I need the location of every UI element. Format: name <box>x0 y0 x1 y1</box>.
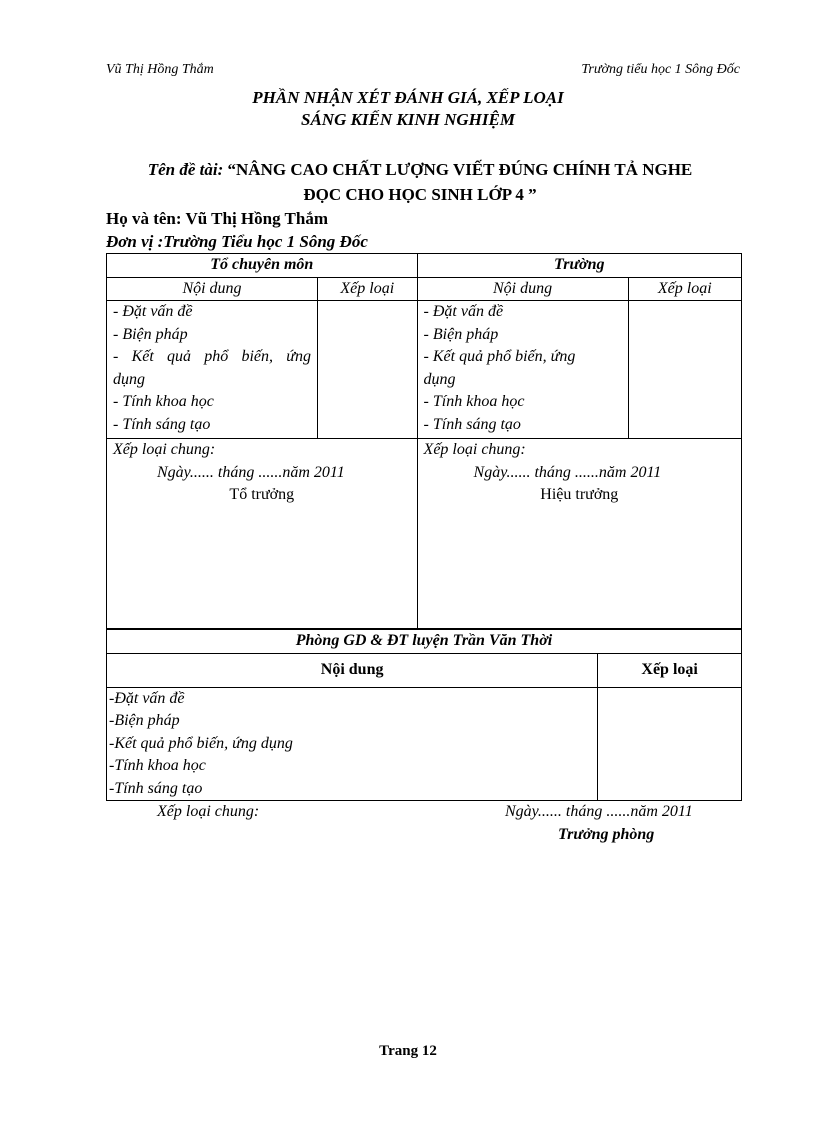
department-title: Phòng GD & ĐT luyện Trần Văn Thời <box>107 630 742 654</box>
item-left-3b: dụng <box>113 370 145 388</box>
item-left-2: - Biện pháp <box>113 325 188 343</box>
item-right-3b: dụng <box>423 370 456 388</box>
item-right-3a: - Kết quả phổ biến, ứng <box>423 348 576 365</box>
item-dept-4: -Tính khoa học <box>109 757 206 774</box>
item-dept-2: -Biện pháp <box>109 712 180 729</box>
unit-line: Đơn vị :Trường Tiểu học 1 Sông Đốc <box>106 232 368 251</box>
items-left <box>107 301 318 439</box>
rating-header-right: Xếp loại <box>628 277 741 301</box>
col-header-to-chuyen-mon: Tổ chuyên môn <box>107 254 418 278</box>
item-left-3a: - Kết quả phổ biến, ứng <box>113 348 311 365</box>
content-header-left: Nội dung <box>107 277 318 301</box>
item-left-1: - Đặt vấn đề <box>113 303 193 320</box>
header-author: Vũ Thị Hồng Thắm <box>106 62 214 77</box>
footer-date: Ngày...... tháng ......năm 2011 <box>505 803 693 820</box>
evaluation-table-department <box>106 629 742 801</box>
items-right <box>417 301 628 439</box>
page-number: Trang 12 <box>379 1043 437 1059</box>
item-right-2: - Biện pháp <box>423 325 499 343</box>
topic-line-1 <box>100 158 740 182</box>
item-left-4: - Tính khoa học <box>113 393 214 410</box>
item-dept-1: -Đặt vấn đề <box>109 689 185 707</box>
item-right-5: - Tính sáng tạo <box>423 415 521 433</box>
signer-left: Tổ trưởng <box>229 486 295 503</box>
title-line-2: SÁNG KIẾN KINH NGHIỆM <box>301 110 515 129</box>
rating-cell-right <box>628 301 741 439</box>
header-school: Trường tiểu học 1 Sông Đốc <box>581 62 740 77</box>
general-rating-left: Xếp loại chung: <box>113 441 216 458</box>
signer-right: Hiệu trưởng <box>540 486 619 503</box>
general-right <box>417 439 741 629</box>
content-header-dept: Nội dung <box>107 653 598 687</box>
date-left: Ngày...... tháng ......năm 2011 <box>157 463 345 481</box>
name-line: Họ và tên: Vũ Thị Hồng Thắm <box>106 209 329 228</box>
topic-label: Tên đề tài: <box>147 160 224 179</box>
rating-header-left: Xếp loại <box>318 277 418 301</box>
topic-text-1: “NÂNG CAO CHẤT LƯỢNG VIẾT ĐÚNG CHÍNH TẢ NGHE <box>223 160 693 179</box>
general-left <box>107 439 418 629</box>
title-line-1: PHẦN NHẬN XÉT ĐÁNH GIÁ, XẾP LOẠI <box>252 88 564 107</box>
rating-header-dept: Xếp loại <box>598 653 742 687</box>
topic-line-2: ĐỌC CHO HỌC SINH LỚP 4 ” <box>303 185 537 204</box>
items-dept <box>107 687 598 801</box>
item-right-4: - Tính khoa học <box>423 393 525 410</box>
col-header-truong: Trường <box>417 254 741 278</box>
general-rating-right: Xếp loại chung: <box>423 441 526 458</box>
rating-cell-left <box>318 301 418 439</box>
item-dept-3: -Kết quả phổ biến, ứng dụng <box>109 734 293 752</box>
item-left-5: - Tính sáng tạo <box>113 415 211 433</box>
date-right: Ngày...... tháng ......năm 2011 <box>473 463 662 481</box>
content-header-right: Nội dung <box>417 277 628 301</box>
evaluation-table-school <box>106 253 742 629</box>
item-dept-5: -Tính sáng tạo <box>109 779 203 797</box>
footer-general-rating: Xếp loại chung: <box>157 803 260 820</box>
item-right-1: - Đặt vấn đề <box>423 303 504 320</box>
footer-signer: Trưởng phòng <box>558 826 655 843</box>
rating-cell-dept <box>598 687 742 801</box>
